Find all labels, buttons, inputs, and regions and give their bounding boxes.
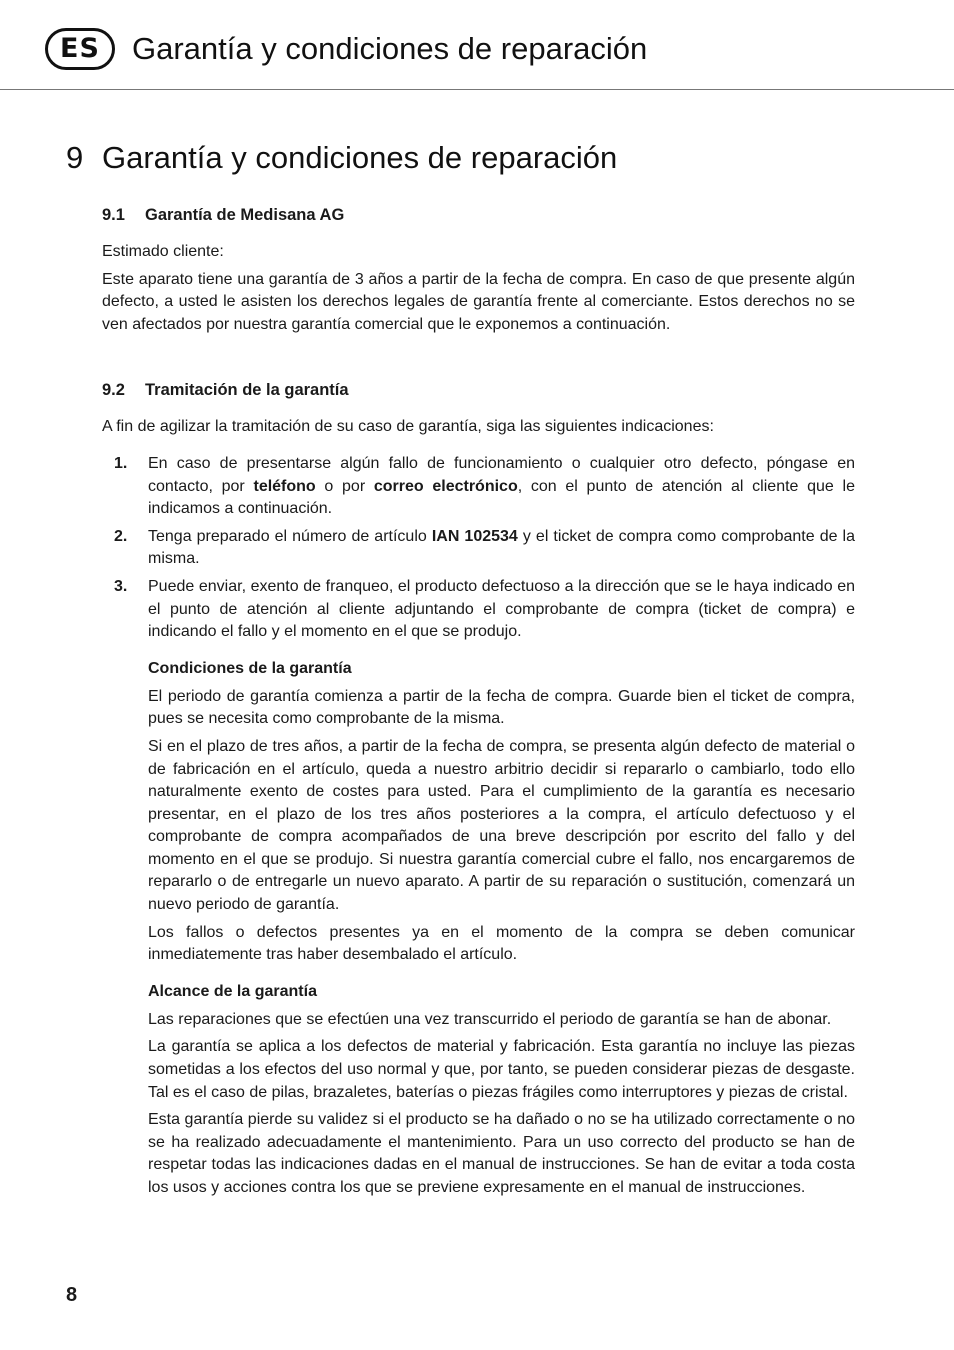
list-item (102, 526, 855, 571)
scope-heading: Alcance de la garantía (148, 982, 317, 1000)
page-content (102, 203, 855, 1200)
step-number: 3. (114, 577, 128, 595)
step-text: o por (315, 477, 374, 495)
procedure-steps (102, 453, 855, 644)
chapter-title-text: Garantía y condiciones de reparación (102, 140, 618, 175)
step-bold-text: teléfono (253, 477, 316, 495)
conditions-paragraph: El periodo de garantía comienza a partir de la fecha de compra. Guarde bien el ticket de compra, pues se necesita como comprobante de la misma. (148, 687, 855, 728)
warranty-paragraph: Este aparato tiene una garantía de 3 años a partir de la fecha de compra. En caso de que presente algún defecto, a usted le asisten los derechos legales de garantía frente al comerciante. Estos derechos no se ven afectados por nuestra garantía comercial que le exponemos a continuación. (102, 270, 855, 333)
step-text: y el ticket de compra como comprobante de la misma. (148, 527, 856, 568)
conditions-paragraph: Si en el plazo de tres años, a partir de la fecha de compra, se presenta algún defecto de material o de fabricación en el artículo, queda a nuestro arbitrio decidir si repararlo o cambiarlo, todo ello naturalmente exento de costes para usted. Para el cumplimiento de la garantía es necesario presentar, en el plazo de los tres años posteriores a la compra, el artículo defectuoso y el comprobante de compra acompañados de una breve descripción por escrito del fallo y del momento en el que se produjo. Si nuestra garantía comercial cubre el fallo, nos encargaremos de repararlo o de entregarle un nuevo aparato. A partir de su reparación o sustitución, comenzará un nuevo periodo de garantía. (148, 737, 855, 914)
chapter-number: 9 (66, 140, 84, 175)
scope-paragraph: La garantía se aplica a los defectos de material y fabricación. Esta garantía no incluye las piezas sometidas a los efectos del uso normal y que, por tanto, se pueden considerar piezas de desgaste. Tal es el caso de pilas, brazaletes, baterías o piezas frágiles como interruptores y piezas de cristal. (148, 1038, 855, 1101)
step-number: 2. (114, 527, 128, 545)
scope-paragraph: Las reparaciones que se efectúen una vez transcurrido el periodo de garantía se han de abonar. (148, 1010, 832, 1028)
procedure-intro: A fin de agilizar la tramitación de su caso de garantía, siga las siguientes indicaciones: (102, 418, 714, 436)
section-number: 9.1 (102, 206, 125, 224)
step-text: Puede enviar, exento de franqueo, el producto defectuoso a la dirección que se le haya indicado en el punto de atención al cliente adjuntando el comprobante de compra (ticket de compra) e indicando el fallo y el momento en el que se produjo. (148, 577, 855, 641)
chapter-title (66, 138, 617, 178)
greeting: Estimado cliente: (102, 243, 224, 260)
step-text: Tenga preparado el número de artículo (148, 527, 432, 545)
scope-paragraph: Esta garantía pierde su validez si el producto se ha dañado o no se ha utilizado correctamente o no se ha realizado adecuadamente el mantenimiento. Para un uso correcto del producto se han de respetar todas las indicaciones dadas en el manual de instrucciones. Se han de evitar a toda costa los usos y acciones contra los que se previene expresamente en el manual de instrucciones. (148, 1111, 855, 1196)
section-number: 9.2 (102, 381, 125, 400)
page-number: 8 (66, 1284, 78, 1306)
section-heading-9-2 (102, 378, 855, 402)
conditions-block (102, 658, 855, 1200)
section-title: Garantía de Medisana AG (145, 206, 345, 224)
list-item (102, 453, 855, 521)
conditions-paragraph: Los fallos o defectos presentes ya en el momento de la compra se deben comunicar inmediatemente tras haber desembalado el artículo. (148, 923, 855, 964)
language-badge: ES (45, 28, 115, 70)
step-bold-text: IAN 102534 (431, 527, 518, 545)
step-text: En caso de presentarse algún fallo de funcionamiento o cualquier otro defecto, póngase en contacto, por (148, 454, 855, 495)
list-item (102, 576, 855, 644)
conditions-heading: Condiciones de la garantía (148, 659, 352, 677)
page-header (0, 0, 954, 90)
step-number: 1. (114, 454, 128, 472)
section-title: Tramitación de la garantía (145, 381, 349, 400)
step-bold-text: correo electrónico (373, 477, 518, 495)
step-text: , con el punto de atención al cliente que le indicamos a continuación. (148, 477, 855, 518)
section-heading-9-1 (102, 203, 855, 227)
header-title: Garantía y condiciones de reparación (132, 31, 648, 66)
